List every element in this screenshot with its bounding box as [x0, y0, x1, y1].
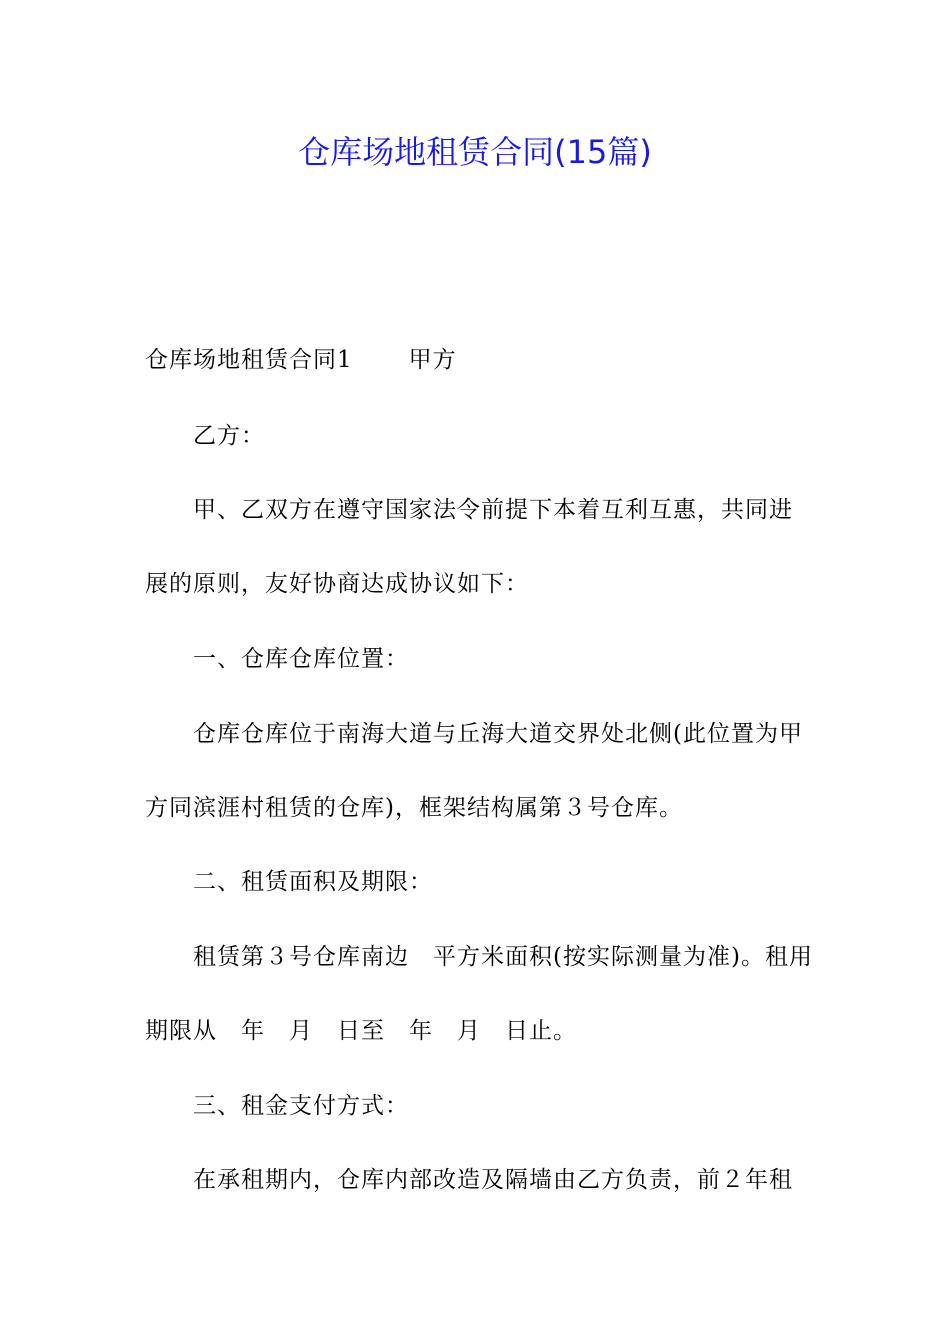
paragraph-line: 期限从 年 月 日至 年 月 日止。: [145, 1018, 577, 1044]
paragraph-line: 展的原则，友好协商达成协议如下：: [145, 571, 529, 597]
paragraph-line: 仓库仓库位于南海大道与丘海大道交界处北侧(此位置为甲: [193, 721, 803, 747]
section-heading-rent-payment: 三、租金支付方式：: [193, 1093, 409, 1119]
party-a-label: 甲方: [408, 347, 457, 373]
contract-heading-row: [145, 342, 815, 378]
document-title: 仓库场地租赁合同(15篇): [298, 133, 652, 171]
paragraph-line: 方同滨涯村租赁的仓库)，框架结构属第３号仓库。: [145, 795, 683, 821]
paragraph-line: 在承租期内，仓库内部改造及隔墙由乙方负责，前２年租: [193, 1167, 793, 1193]
section-heading-location: 一、仓库仓库位置：: [193, 646, 409, 672]
paragraph-line: 甲、乙双方在遵守国家法令前提下本着互利互惠，共同进: [193, 497, 793, 523]
paragraph-line: 租赁第３号仓库南边 平方米面积(按实际测量为准)。租用: [193, 944, 813, 970]
section-heading-area-term: 二、租赁面积及期限：: [193, 869, 433, 895]
contract-heading: 仓库场地租赁合同1: [145, 347, 353, 373]
party-b-label: 乙方：: [193, 423, 265, 449]
